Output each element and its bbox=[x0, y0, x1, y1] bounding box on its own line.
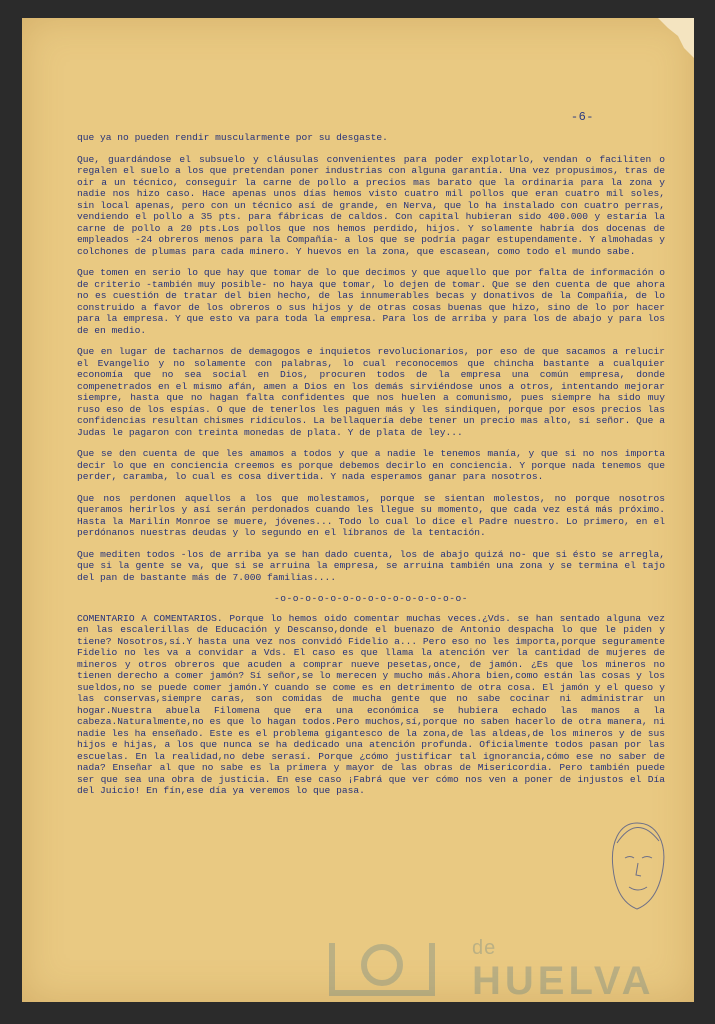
paragraph: Que tomen en serio lo que hay que tomar de lo que decimos y que aquello que por falta de información o de criterio -también muy posible- no haya que tomar, lo dejen de tomar. Que se den cuenta de que ahora no es cuestión de tratar del bien hecho, de las innumerables becas y donativos de la Compañía, de lo construido a favor de los obreros o sus hijos y de otras cosas buenas que hizo, sino de lo por hacer para la empresa. Y que esto va para toda la empresa. Para los de arriba y para los de abajo y para los de en medio. bbox=[77, 267, 665, 336]
page-number: -6- bbox=[570, 110, 594, 124]
paragraph: Que, guardándose el subsuelo y cláusulas convenientes para poder explotarlo, vendan o faciliten o regalen el suelo a los que pretendan poner industrias con alguna garantía. Una vez propusimos, tras de oir a un técnico, conseguir la carne de pollo a precios mas barato que la ordinaria para la zona y nadie nos hizo caso. Hace apenas unos días hemos visto cuatro mil pollos que eran cuatro mil soles, sin local apenas, pero con un técnico así de grande, en Nerva, que lo ha instalado con cuatro perras, vendiendo el pollo a 35 pts. para fábricas de caldos. Con capital hubieran sido 400.000 y estaría la carne de pollo a 20 pts.Los pollos que nos hemos perdido, hijos. Y solamente habría dos docenas de empleados -24 obreros menos para la Compañía- a los que se podría pagar estupendamente. Y almohadas y colchones de plumas para cada minero. Y huevos en la zona, que escasean, como todo el mundo sabe. bbox=[77, 153, 665, 257]
comment-title: COMENTARIO A COMENTARIOS. bbox=[77, 612, 223, 624]
comment-section bbox=[77, 613, 665, 797]
watermark bbox=[322, 933, 655, 1002]
watermark-small-text: de bbox=[472, 937, 497, 959]
document-body bbox=[77, 132, 665, 807]
archive-emblem-icon bbox=[322, 933, 442, 1002]
face-sketch-icon bbox=[597, 813, 677, 923]
document-page bbox=[22, 18, 694, 1002]
paragraph: Que se den cuenta de que les amamos a todos y que a nadie le tenemos manía, y que si no nos importa decir lo que en conciencia creemos es porque debemos decirlo en conciencia. Y porque nada tenemos que perder, caramba, lo cual es cosa divertida. Y nada esperamos ganar para nosotros. bbox=[77, 448, 665, 482]
comment-body: Porque lo hemos oido comentar muchas veces.¿Vds. se han sentado alguna vez en las escalerillas de Educación y Descanso,donde el buenazo de Antonio despacha lo que le piden y tiene? Nosotros,sí.Y hasta una vez nos convidó Fidelio a... Pero eso no les importa,porque seguramente Fidelio no les va a convidar a Vds. El caso es que llama la atención ver la cantidad de mujeres de mineros y otros obreros que acuden a comprar nueve pesetas,once, de jamón. ¿Es que los mineros no tienen derecho a comer jamón? Sí señor,se lo merecen y mucho más.Ahora bien,como están las cosas y los sueldos,no se puede comer jamón.Y cuando se come es en detrimento de otra cosa. El jamón y el queso y las conservas,siempre caras, son comidas de mucha gente que no sabe cocinar ni administrar un hogar.Nuestra abuela Filomena que era una económica se hubiera echado las manos a la cabeza.Naturalmente,no es que lo hagan todos.Pero muchos,sí,porque no saben hacerlo de otra manera, ni nadie les ha enseñado. Este es el problema gigantesco de la zona,de las aldeas,de los mineros y de sus hijos e hijas, a los que nunca se ha dedicado una atención profunda. Oficialmente todos pasan por las escuelas. En la realidad,no debe serasí. Porque ¿cómo justificar tal ignorancia,cómo ese no saber de nada? Enseñar al que no sabe es la primera y mayor de las obras de Misericordia. Pero también puede ser que sea una obra de justicia. En ese caso ¡Fabrá que ver cómo nos ven a poner de injustos el Día del Juicio! En fín,ese día ya veremos lo que pasa. bbox=[77, 612, 665, 796]
torn-corner-icon bbox=[634, 18, 694, 78]
watermark-text: HUELVA bbox=[472, 959, 655, 1002]
paragraph: Que nos perdonen aquellos a los que molestamos, porque se sientan molestos, no porque nosotros queramos herirlos y así serán perdonados cuando les llegue su momento, que cada vez está más próximo. Hasta la Marilín Monroe se muere, jóvenes... Todo lo cual lo dice el Padre nuestro. Lo primero, en el perdónanos nuestras deudas y lo segundo en el líbranos de la tentación. bbox=[77, 492, 665, 538]
paragraph: Que mediten todos -los de arriba ya se han dado cuenta, los de abajo quizá no- que si ésto se arregla, que si la gente se va, que si se arruina la empresa, se arruina también una zona y se termina el tajo del pan de bastante más de 7.000 familias.... bbox=[77, 548, 665, 583]
section-separator: -o-o-o-o-o-o-o-o-o-o-o-o-o-o-o- bbox=[274, 593, 468, 604]
paragraph: Que en lugar de tacharnos de demagogos e inquietos revolucionarios, por eso de que sacamos a relucir el Evangelio y no solamente con palabras, lo cual reconocemos que chincha bastante a cualquier economía que no sea social en Dios, procuren todos de la empresa una común empresa, donde compenetrados en el mismo afán, amen a Dios en los demás sirviéndose unos a otros, intentando mejorar siempre, hasta que no hagan falta confidentes que nos huelen a comunismo, pues siempre ha sido muy ruso eso de los espías. O que de tenerlos les paguen más y les sindiquen, porque por esos precios las confidencias resultan chismes ridículos. La bellaquería debe tener un precio mas alto, sí señor. Que a Judas le pagaron con treinta monedas de plata. Y de plata de ley... bbox=[77, 346, 665, 438]
paragraph: que ya no pueden rendir muscularmente por su desgaste. bbox=[77, 132, 388, 143]
